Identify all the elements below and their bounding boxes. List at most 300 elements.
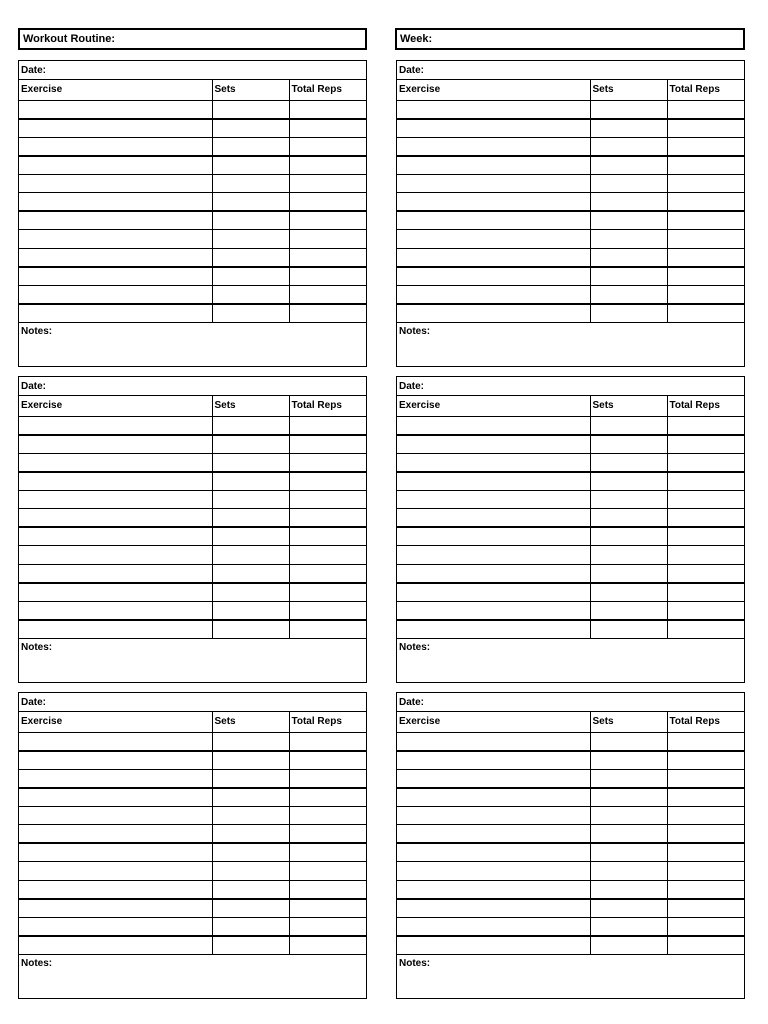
sets-cell[interactable] [590, 435, 667, 454]
table-row [397, 248, 744, 267]
table-row [397, 936, 744, 955]
exercise-table [397, 396, 744, 639]
exercise-cell[interactable] [397, 453, 590, 472]
sets-cell[interactable] [590, 843, 667, 862]
sets-cell[interactable] [212, 899, 289, 918]
table-row [397, 490, 744, 509]
date-label: Date: [21, 65, 47, 76]
exercise-cell[interactable] [19, 825, 212, 844]
total-reps-cell[interactable] [667, 732, 744, 751]
total-reps-cell[interactable] [667, 825, 744, 844]
sets-cell[interactable] [212, 936, 289, 955]
table-row [19, 862, 366, 881]
total-reps-cell[interactable] [289, 880, 366, 899]
total-reps-cell[interactable] [667, 806, 744, 825]
total-reps-cell[interactable] [667, 193, 744, 212]
sets-header: Sets [212, 396, 289, 416]
total-reps-header: Total Reps [667, 396, 744, 416]
table-row [397, 100, 744, 119]
exercise-cell[interactable] [397, 416, 590, 435]
exercise-cell[interactable] [19, 509, 212, 528]
exercise-cell[interactable] [19, 453, 212, 472]
exercise-cell[interactable] [397, 285, 590, 304]
total-reps-cell[interactable] [289, 936, 366, 955]
workout-log-4 [396, 376, 745, 683]
sets-cell[interactable] [590, 193, 667, 212]
table-row [397, 620, 744, 639]
sets-cell[interactable] [590, 267, 667, 286]
workout-routine-field[interactable] [18, 28, 367, 50]
exercise-cell[interactable] [19, 193, 212, 212]
exercise-cell[interactable] [397, 769, 590, 788]
exercise-cell[interactable] [397, 211, 590, 230]
table-row [397, 509, 744, 528]
total-reps-cell[interactable] [289, 769, 366, 788]
exercise-cell[interactable] [19, 304, 212, 323]
exercise-cell[interactable] [397, 620, 590, 639]
sets-cell[interactable] [212, 843, 289, 862]
sets-cell[interactable] [212, 509, 289, 528]
table-row [19, 453, 366, 472]
exercise-table [19, 80, 366, 323]
total-reps-cell[interactable] [667, 899, 744, 918]
sets-cell[interactable] [212, 174, 289, 193]
exercise-cell[interactable] [19, 806, 212, 825]
exercise-cell[interactable] [19, 788, 212, 807]
total-reps-cell[interactable] [667, 248, 744, 267]
notes-field[interactable] [397, 955, 744, 969]
total-reps-cell[interactable] [289, 751, 366, 770]
total-reps-cell[interactable] [289, 564, 366, 583]
total-reps-cell[interactable] [667, 509, 744, 528]
exercise-cell[interactable] [397, 732, 590, 751]
total-reps-cell[interactable] [667, 843, 744, 862]
table-row [19, 100, 366, 119]
total-reps-cell[interactable] [289, 601, 366, 620]
total-reps-cell[interactable] [667, 583, 744, 602]
total-reps-cell[interactable] [667, 490, 744, 509]
total-reps-cell[interactable] [667, 620, 744, 639]
exercise-cell[interactable] [19, 527, 212, 546]
exercise-cell[interactable] [397, 100, 590, 119]
date-field[interactable] [397, 693, 744, 712]
total-reps-cell[interactable] [289, 304, 366, 323]
exercise-cell[interactable] [19, 601, 212, 620]
exercise-cell[interactable] [397, 527, 590, 546]
table-row [397, 304, 744, 323]
total-reps-cell[interactable] [667, 100, 744, 119]
table-row [19, 546, 366, 565]
sets-cell[interactable] [590, 119, 667, 138]
total-reps-cell[interactable] [289, 119, 366, 138]
table-row [397, 751, 744, 770]
sets-cell[interactable] [590, 620, 667, 639]
exercise-cell[interactable] [397, 880, 590, 899]
total-reps-cell[interactable] [289, 490, 366, 509]
date-label: Date: [399, 697, 425, 708]
exercise-cell[interactable] [397, 174, 590, 193]
exercise-cell[interactable] [397, 936, 590, 955]
sets-cell[interactable] [590, 880, 667, 899]
sets-cell[interactable] [590, 862, 667, 881]
sets-cell[interactable] [590, 174, 667, 193]
sets-cell[interactable] [212, 527, 289, 546]
total-reps-cell[interactable] [667, 119, 744, 138]
exercise-cell[interactable] [397, 156, 590, 175]
table-row [19, 732, 366, 751]
exercise-cell[interactable] [397, 490, 590, 509]
table-row [397, 732, 744, 751]
total-reps-cell[interactable] [667, 601, 744, 620]
total-reps-cell[interactable] [289, 527, 366, 546]
exercise-cell[interactable] [19, 843, 212, 862]
exercise-cell[interactable] [397, 843, 590, 862]
exercise-cell[interactable] [19, 267, 212, 286]
total-reps-cell[interactable] [667, 472, 744, 491]
total-reps-cell[interactable] [667, 137, 744, 156]
total-reps-cell[interactable] [667, 304, 744, 323]
exercise-cell[interactable] [397, 119, 590, 138]
total-reps-cell[interactable] [289, 509, 366, 528]
exercise-cell[interactable] [19, 211, 212, 230]
date-field[interactable] [19, 61, 366, 80]
total-reps-cell[interactable] [289, 620, 366, 639]
sets-cell[interactable] [590, 453, 667, 472]
sets-cell[interactable] [590, 156, 667, 175]
total-reps-header: Total Reps [289, 80, 366, 100]
exercise-cell[interactable] [19, 100, 212, 119]
table-row [19, 899, 366, 918]
sets-cell[interactable] [212, 304, 289, 323]
sets-cell[interactable] [212, 880, 289, 899]
sets-cell[interactable] [212, 156, 289, 175]
sets-cell[interactable] [212, 620, 289, 639]
notes-field[interactable] [397, 639, 744, 653]
table-row [397, 917, 744, 936]
table-row [397, 453, 744, 472]
total-reps-cell[interactable] [289, 472, 366, 491]
table-row [397, 806, 744, 825]
sets-cell[interactable] [212, 601, 289, 620]
sets-cell[interactable] [212, 806, 289, 825]
notes-field[interactable] [19, 639, 366, 653]
exercise-cell[interactable] [19, 899, 212, 918]
total-reps-cell[interactable] [667, 564, 744, 583]
sets-cell[interactable] [212, 193, 289, 212]
sets-cell[interactable] [590, 917, 667, 936]
sets-cell[interactable] [590, 416, 667, 435]
sets-cell[interactable] [212, 732, 289, 751]
date-field[interactable] [397, 377, 744, 396]
exercise-cell[interactable] [19, 156, 212, 175]
sets-cell[interactable] [590, 583, 667, 602]
total-reps-cell[interactable] [289, 156, 366, 175]
total-reps-header: Total Reps [289, 396, 366, 416]
sets-cell[interactable] [590, 899, 667, 918]
table-row [19, 490, 366, 509]
notes-label: Notes: [21, 641, 53, 653]
total-reps-cell[interactable] [289, 788, 366, 807]
sets-cell[interactable] [212, 546, 289, 565]
sets-cell[interactable] [212, 435, 289, 454]
total-reps-cell[interactable] [289, 546, 366, 565]
sets-cell[interactable] [590, 769, 667, 788]
table-row [19, 564, 366, 583]
sets-header: Sets [212, 80, 289, 100]
notes-label: Notes: [399, 957, 431, 969]
exercise-header: Exercise [397, 80, 590, 100]
total-reps-cell[interactable] [667, 174, 744, 193]
table-row [19, 936, 366, 955]
exercise-cell[interactable] [397, 601, 590, 620]
sets-cell[interactable] [212, 416, 289, 435]
notes-field[interactable] [19, 323, 366, 337]
total-reps-cell[interactable] [289, 453, 366, 472]
sets-cell[interactable] [590, 936, 667, 955]
exercise-cell[interactable] [397, 509, 590, 528]
date-label: Date: [399, 65, 425, 76]
exercise-cell[interactable] [19, 137, 212, 156]
total-reps-cell[interactable] [667, 769, 744, 788]
exercise-cell[interactable] [397, 806, 590, 825]
total-reps-cell[interactable] [667, 453, 744, 472]
table-row [397, 416, 744, 435]
notes-label: Notes: [399, 325, 431, 337]
table-row [19, 880, 366, 899]
table-row [19, 230, 366, 249]
total-reps-cell[interactable] [289, 211, 366, 230]
exercise-cell[interactable] [19, 564, 212, 583]
sets-cell[interactable] [212, 583, 289, 602]
sets-cell[interactable] [212, 825, 289, 844]
workout-log-5 [18, 692, 367, 999]
total-reps-cell[interactable] [289, 732, 366, 751]
table-row [19, 472, 366, 491]
exercise-cell[interactable] [397, 788, 590, 807]
sets-cell[interactable] [590, 564, 667, 583]
table-row [19, 119, 366, 138]
exercise-cell[interactable] [19, 285, 212, 304]
exercise-cell[interactable] [397, 751, 590, 770]
total-reps-cell[interactable] [667, 917, 744, 936]
sets-cell[interactable] [212, 917, 289, 936]
exercise-cell[interactable] [19, 490, 212, 509]
exercise-cell[interactable] [397, 546, 590, 565]
sets-cell[interactable] [212, 100, 289, 119]
exercise-cell[interactable] [19, 546, 212, 565]
exercise-cell[interactable] [19, 620, 212, 639]
sets-cell[interactable] [212, 137, 289, 156]
exercise-cell[interactable] [19, 769, 212, 788]
table-row [397, 211, 744, 230]
sets-cell[interactable] [212, 285, 289, 304]
exercise-cell[interactable] [397, 248, 590, 267]
exercise-cell[interactable] [19, 416, 212, 435]
sets-cell[interactable] [590, 211, 667, 230]
exercise-cell[interactable] [19, 435, 212, 454]
total-reps-cell[interactable] [667, 416, 744, 435]
table-row [397, 583, 744, 602]
sets-cell[interactable] [212, 248, 289, 267]
total-reps-cell[interactable] [289, 193, 366, 212]
date-field[interactable] [397, 61, 744, 80]
sets-cell[interactable] [590, 285, 667, 304]
date-field[interactable] [19, 693, 366, 712]
exercise-cell[interactable] [19, 936, 212, 955]
table-row [397, 788, 744, 807]
sets-cell[interactable] [590, 751, 667, 770]
table-row [397, 230, 744, 249]
exercise-cell[interactable] [19, 583, 212, 602]
sets-cell[interactable] [590, 546, 667, 565]
total-reps-cell[interactable] [289, 899, 366, 918]
exercise-cell[interactable] [397, 862, 590, 881]
total-reps-cell[interactable] [667, 230, 744, 249]
sets-cell[interactable] [590, 137, 667, 156]
sets-cell[interactable] [212, 751, 289, 770]
exercise-table [19, 396, 366, 639]
total-reps-cell[interactable] [667, 880, 744, 899]
notes-field[interactable] [19, 955, 366, 969]
total-reps-cell[interactable] [667, 211, 744, 230]
total-reps-cell[interactable] [667, 862, 744, 881]
exercise-cell[interactable] [397, 564, 590, 583]
total-reps-cell[interactable] [289, 917, 366, 936]
exercise-cell[interactable] [397, 193, 590, 212]
workout-log-1 [18, 60, 367, 367]
exercise-cell[interactable] [19, 862, 212, 881]
sets-header: Sets [590, 712, 667, 732]
total-reps-header: Total Reps [289, 712, 366, 732]
exercise-cell[interactable] [397, 825, 590, 844]
sets-cell[interactable] [212, 472, 289, 491]
exercise-cell[interactable] [19, 751, 212, 770]
total-reps-cell[interactable] [289, 230, 366, 249]
sets-cell[interactable] [590, 806, 667, 825]
sets-cell[interactable] [590, 601, 667, 620]
exercise-cell[interactable] [19, 732, 212, 751]
table-row [19, 843, 366, 862]
exercise-cell[interactable] [397, 472, 590, 491]
sets-cell[interactable] [212, 119, 289, 138]
exercise-cell[interactable] [19, 248, 212, 267]
sets-cell[interactable] [212, 490, 289, 509]
table-row [397, 862, 744, 881]
exercise-cell[interactable] [397, 917, 590, 936]
table-row [19, 917, 366, 936]
table-row [397, 119, 744, 138]
total-reps-cell[interactable] [289, 137, 366, 156]
total-reps-cell[interactable] [667, 788, 744, 807]
table-row [397, 825, 744, 844]
exercise-cell[interactable] [19, 917, 212, 936]
total-reps-cell[interactable] [289, 806, 366, 825]
total-reps-cell[interactable] [289, 100, 366, 119]
table-row [397, 880, 744, 899]
date-field[interactable] [19, 377, 366, 396]
exercise-cell[interactable] [19, 880, 212, 899]
total-reps-cell[interactable] [667, 435, 744, 454]
sets-cell[interactable] [212, 769, 289, 788]
sets-cell[interactable] [590, 248, 667, 267]
sets-cell[interactable] [590, 100, 667, 119]
total-reps-cell[interactable] [667, 156, 744, 175]
table-row [19, 174, 366, 193]
week-field[interactable] [395, 28, 745, 50]
table-row [19, 509, 366, 528]
exercise-cell[interactable] [397, 267, 590, 286]
exercise-cell[interactable] [19, 472, 212, 491]
exercise-header: Exercise [397, 712, 590, 732]
table-row [397, 285, 744, 304]
total-reps-cell[interactable] [289, 583, 366, 602]
sets-cell[interactable] [212, 267, 289, 286]
sets-cell[interactable] [590, 472, 667, 491]
total-reps-header: Total Reps [667, 712, 744, 732]
sets-cell[interactable] [212, 564, 289, 583]
total-reps-cell[interactable] [289, 174, 366, 193]
sets-cell[interactable] [212, 453, 289, 472]
total-reps-cell[interactable] [667, 546, 744, 565]
sets-cell[interactable] [590, 527, 667, 546]
sets-cell[interactable] [212, 862, 289, 881]
table-row [19, 769, 366, 788]
exercise-cell[interactable] [19, 119, 212, 138]
workout-log-2 [396, 60, 745, 367]
total-reps-cell[interactable] [667, 285, 744, 304]
exercise-cell[interactable] [19, 230, 212, 249]
exercise-cell[interactable] [19, 174, 212, 193]
workout-routine-label: Workout Routine: [23, 33, 116, 45]
table-row [397, 174, 744, 193]
exercise-table [397, 712, 744, 955]
total-reps-cell[interactable] [289, 248, 366, 267]
sets-cell[interactable] [590, 732, 667, 751]
exercise-cell[interactable] [397, 583, 590, 602]
notes-field[interactable] [397, 323, 744, 337]
sets-cell[interactable] [590, 490, 667, 509]
sets-cell[interactable] [212, 211, 289, 230]
total-reps-cell[interactable] [667, 936, 744, 955]
total-reps-header: Total Reps [667, 80, 744, 100]
table-row [19, 806, 366, 825]
exercise-cell[interactable] [397, 304, 590, 323]
sets-cell[interactable] [590, 304, 667, 323]
exercise-cell[interactable] [397, 899, 590, 918]
total-reps-cell[interactable] [289, 267, 366, 286]
sets-cell[interactable] [590, 509, 667, 528]
table-row [397, 527, 744, 546]
sets-cell[interactable] [590, 788, 667, 807]
total-reps-cell[interactable] [667, 751, 744, 770]
sets-cell[interactable] [590, 825, 667, 844]
total-reps-cell[interactable] [289, 843, 366, 862]
exercise-cell[interactable] [397, 230, 590, 249]
total-reps-cell[interactable] [289, 285, 366, 304]
sets-cell[interactable] [212, 788, 289, 807]
table-row [19, 527, 366, 546]
exercise-cell[interactable] [397, 435, 590, 454]
exercise-cell[interactable] [397, 137, 590, 156]
total-reps-cell[interactable] [289, 862, 366, 881]
total-reps-cell[interactable] [289, 825, 366, 844]
total-reps-cell[interactable] [289, 435, 366, 454]
sets-cell[interactable] [212, 230, 289, 249]
total-reps-cell[interactable] [289, 416, 366, 435]
sets-cell[interactable] [590, 230, 667, 249]
total-reps-cell[interactable] [667, 527, 744, 546]
total-reps-cell[interactable] [667, 267, 744, 286]
